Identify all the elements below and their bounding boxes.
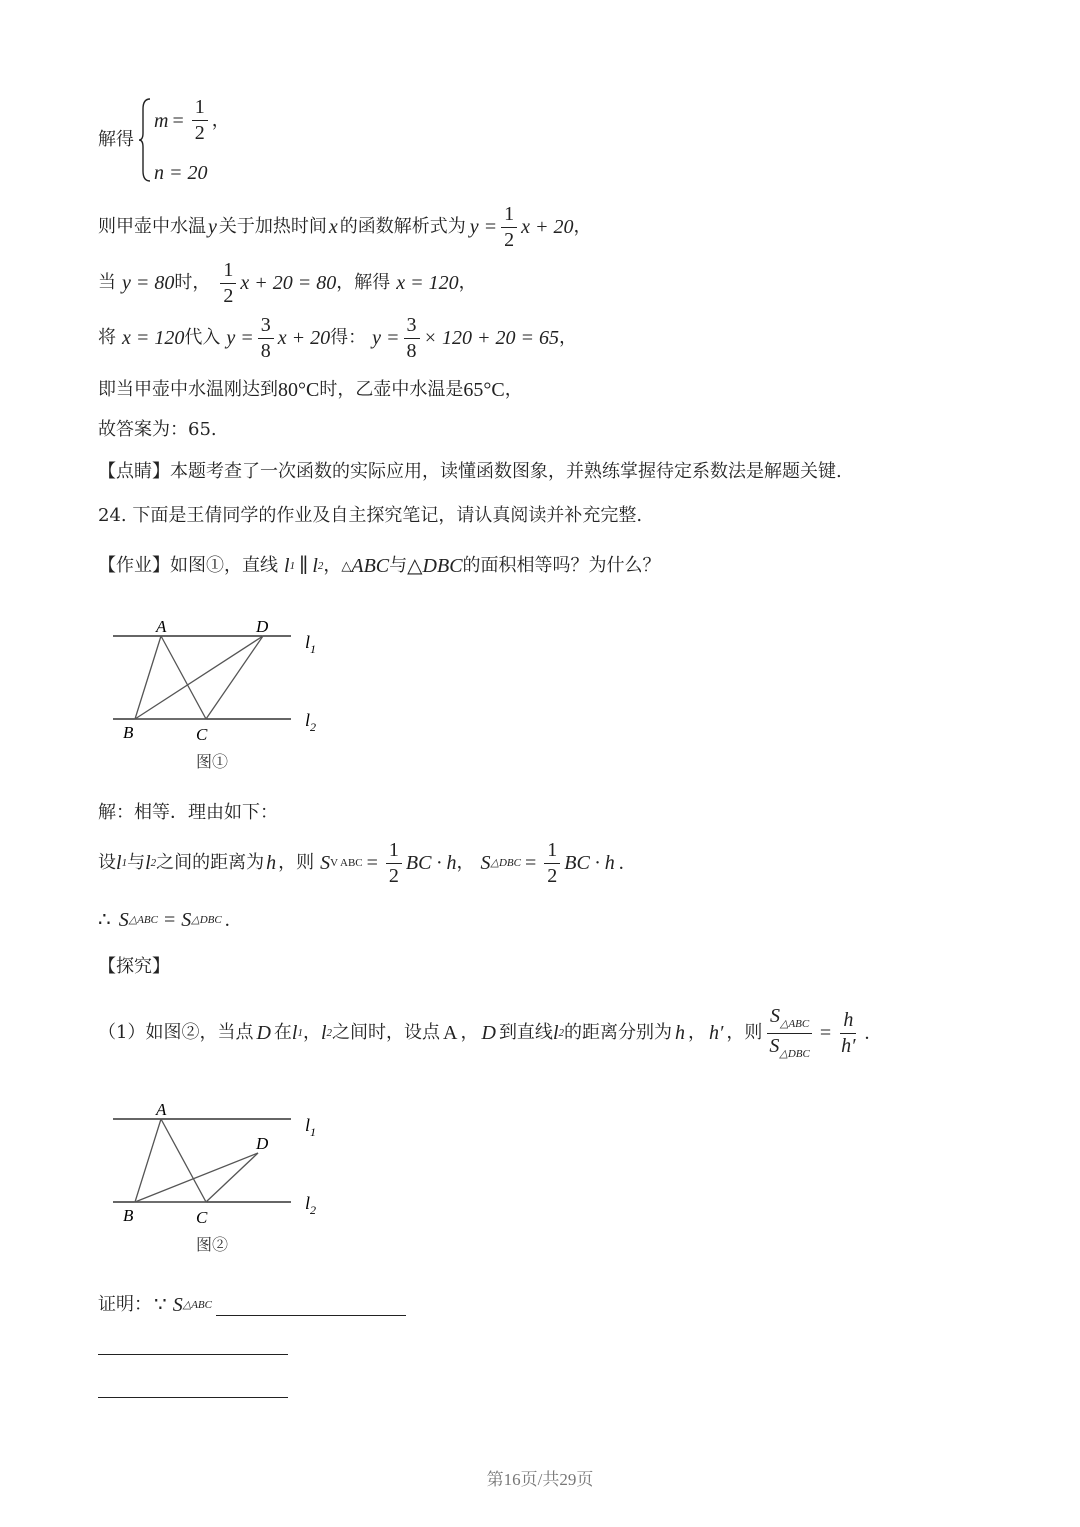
figure-2 xyxy=(108,1095,348,1255)
triangle-abc xyxy=(135,1119,206,1202)
label-l2: $l_2$ xyxy=(305,1193,317,1217)
fraction-one-half: $\frac{1}{2}$ xyxy=(192,97,208,144)
solution-conclusion: ∴ S △ABC = S △DBC . xyxy=(98,909,230,931)
figure-2-caption: 图② xyxy=(196,1237,229,1254)
explore-title: 【探究】 xyxy=(98,956,170,977)
label-l1: $l_1$ xyxy=(305,1115,317,1139)
left-brace xyxy=(138,97,152,183)
homework-line: 【作业】如图①，直线 l 1 ∥ l 2 ， △ ABC 与 △ DBC 的面积相等吗？为什么？ xyxy=(98,555,661,577)
figure-1-caption: 图① xyxy=(196,754,229,771)
problem-title: 24. 下面是王倩同学的作业及自主探究笔记，请认真阅读并补充完整. xyxy=(98,505,643,526)
label-l1: $l_1$ xyxy=(305,632,317,656)
label-l2: $l_2$ xyxy=(305,710,317,734)
solve-system-line: 解得 m = $\frac{1}{2}$ ， n = 20 xyxy=(98,96,230,184)
label-c: C xyxy=(196,725,208,744)
answer-line: 故答案为：65. xyxy=(98,419,217,440)
var-m: m xyxy=(154,109,169,132)
label-d: D xyxy=(256,1134,269,1153)
when-line: 当 y = 80 时， $\frac{1}{2}$ x + 20 = 80 ，解得 x = 120 ， xyxy=(98,258,477,307)
segment-cd xyxy=(206,636,263,719)
segment-bd xyxy=(135,1153,258,1202)
temperature-line: 即当甲壶中水温刚达到 80°C 时，乙壶中水温是 65°C ， xyxy=(98,379,523,401)
eq-n: n = 20 xyxy=(154,162,208,184)
solution-area-line: 设 l 1 与 l 2 之间的距离为 h ，则 S V ABC = $\frac{1}{2}$ BC · h ， S △DBC = $\frac{1}{2}$ BC · h . xyxy=(98,838,624,887)
segment-cd xyxy=(206,1153,258,1202)
label-b: B xyxy=(123,1206,134,1225)
answer-blank-1[interactable] xyxy=(216,1295,406,1316)
explore-question-1: （1）如图②，当点 D 在 l 1 ， l 2 之间时，设点 A ， D 到直线 l 2 的距离分别为 h ， h′ ，则 $\frac{S_{\triangle ABC}}{S_{\triangle DBC}}$ = $\frac{h}{h'}$ . xyxy=(98,1004,870,1060)
label-d: D xyxy=(256,617,269,636)
label-b: B xyxy=(123,723,134,742)
answer-blank-2[interactable] xyxy=(98,1338,288,1355)
function-expression-line: 则甲壶中水温 y 关于加热时间 x 的函数解析式为 y = $\frac{1}{2}$ x + 20 ， xyxy=(98,202,592,251)
comment-line: 【点睛】本题考查了一次函数的实际应用，读懂函数图象，并熟练掌握待定系数法是解题关键. xyxy=(98,461,842,482)
label-a: A xyxy=(156,1100,167,1119)
answer-blank-3[interactable] xyxy=(98,1381,288,1398)
solution-intro: 解：相等．理由如下： xyxy=(98,802,278,823)
substitute-line: 将 x = 120 代入 y = $\frac{3}{8}$ x + 20 得： y = $\frac{3}{8}$ × 120 + 20 = 65 ， xyxy=(98,313,577,362)
triangle-abc xyxy=(135,636,206,719)
label-a: A xyxy=(156,617,167,636)
solve-prefix: 解得 xyxy=(98,129,134,150)
figure-1 xyxy=(108,612,348,772)
proof-line: 证明： ∵ S △ABC xyxy=(98,1292,406,1318)
area-ratio-fraction: $\frac{S_{\triangle ABC}}{S_{\triangle DBC}}$ xyxy=(766,1006,812,1060)
label-c: C xyxy=(196,1208,208,1227)
page-footer: 第16页/共29页 xyxy=(486,1470,594,1489)
